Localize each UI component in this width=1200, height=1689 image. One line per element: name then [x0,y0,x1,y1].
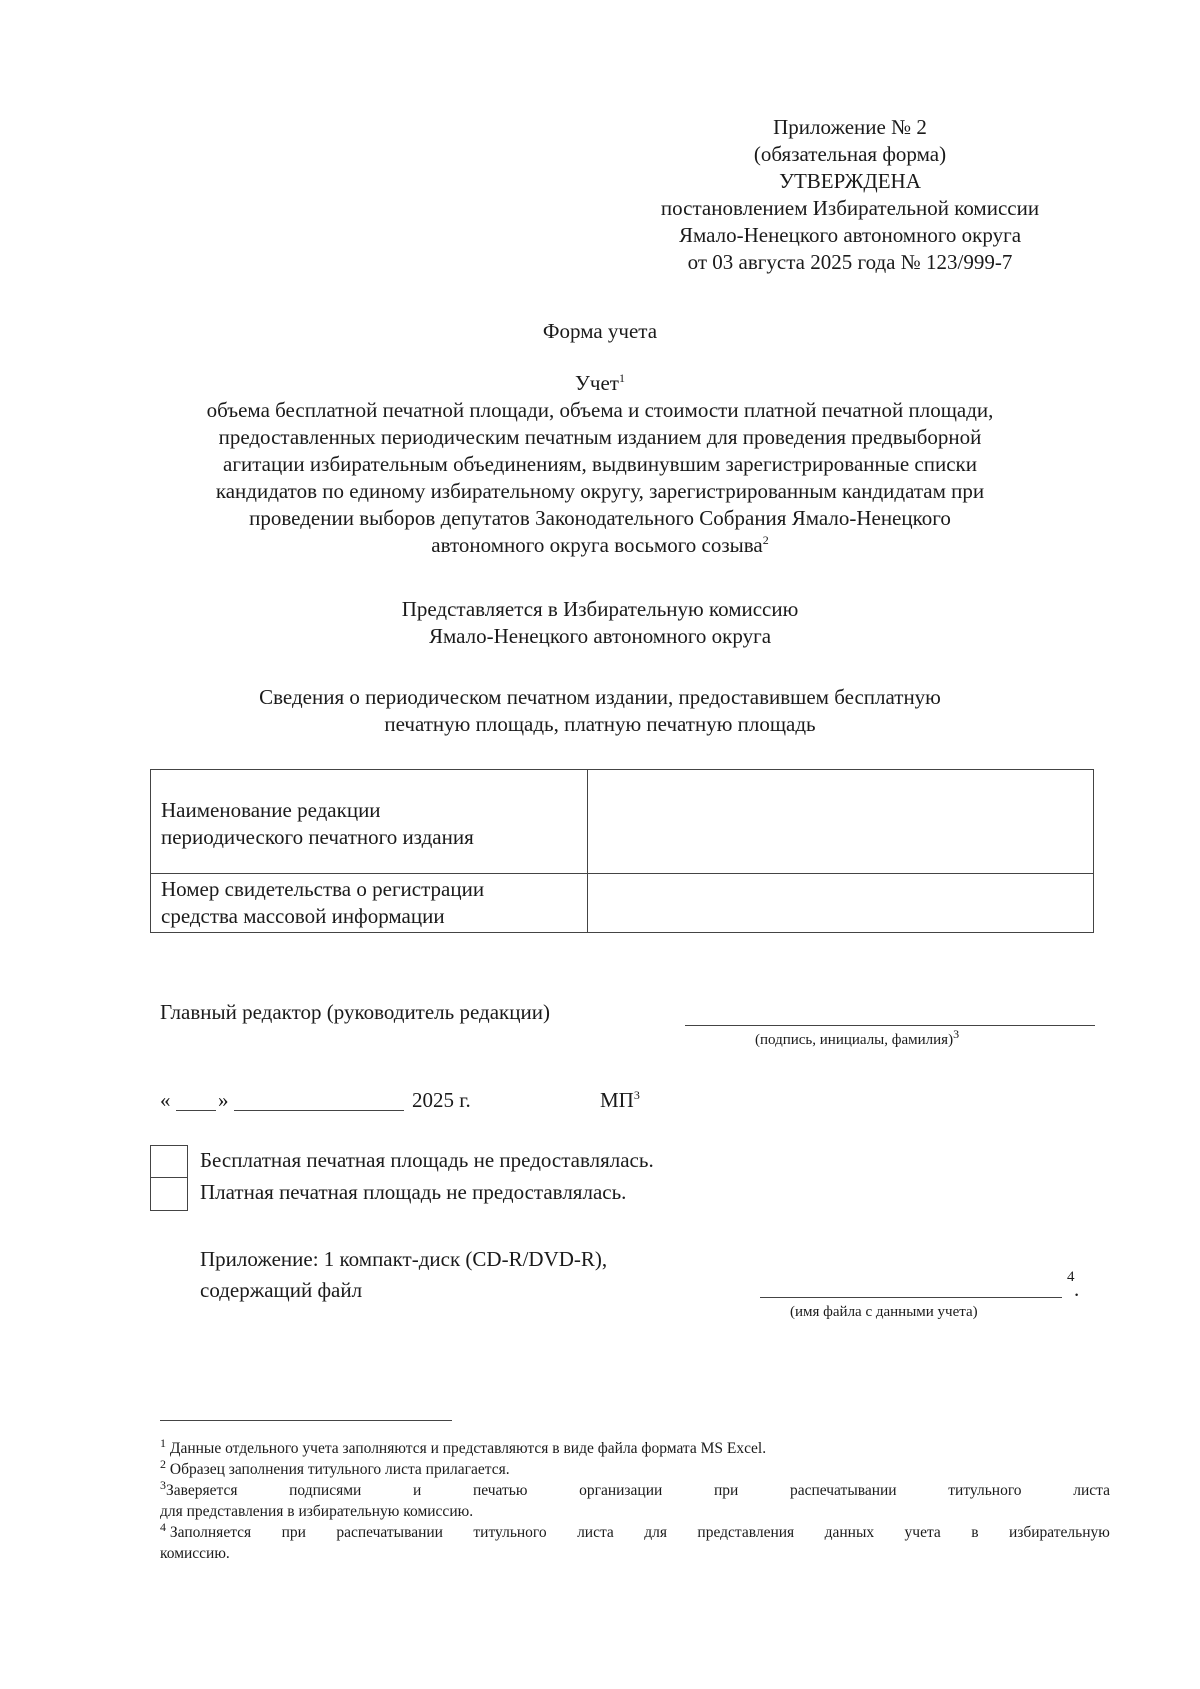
title-line-last [0,532,1200,559]
day-field[interactable] [176,1110,216,1111]
free-space-checkbox[interactable] [150,1145,188,1179]
footnote-ref: 3 [953,1027,960,1041]
document-title [0,370,1200,559]
info-heading [0,684,1200,738]
footnote-justified-line [160,1519,1110,1543]
label-line: Номер свидетельства о регистрации [161,877,485,901]
footnote-word: в [971,1524,979,1541]
footnote-word: организации [579,1482,663,1499]
info-table [150,769,1094,933]
approval-line: Ямало-Ненецкого автономного округа [678,223,1022,247]
date-open-quote: « [160,1088,171,1112]
footnote-word: при [281,1524,306,1541]
footnote-word: при [713,1482,739,1499]
footnote-word: титульного [473,1524,547,1541]
table-row [151,770,1093,874]
approval-line: УТВЕРЖДЕНА [779,169,921,193]
footnote-ref: 1 [618,371,625,385]
footnote-word: для [644,1524,667,1541]
footnote-num: 4 [160,1519,166,1534]
footnote-continuation: для представления в избирательную комиссию. [160,1503,474,1520]
footnote [160,1477,1110,1522]
approval-line: Приложение № 2 [773,115,927,139]
file-name-caption: (имя файла с данными учета) [790,1304,978,1320]
file-name-field[interactable] [760,1297,1062,1298]
label-line: Наименование редакции [161,798,381,822]
footnote-text: Образец заполнения титульного листа прилагается. [169,1461,510,1478]
date-year: 2025 г. [412,1088,471,1112]
checkbox-label: Бесплатная печатная площадь не предоставлялась. [200,1148,654,1172]
submitted-line: Представляется в Избирательную комиссию [401,597,799,621]
footnote-word: распечатывании [336,1524,443,1541]
footnote-num: 3 [160,1477,166,1492]
title-word-line [0,370,1200,397]
submitted-to [0,596,1200,650]
footnote-word: учета [904,1524,941,1541]
info-heading-line: печатную площадь, платную печатную площадь [384,712,816,736]
footnote-num: 2 [160,1456,166,1471]
attachment-period: . [1074,1277,1080,1301]
date-close-quote: » [218,1088,229,1112]
title-line: кандидатов по единому избирательному округу, зарегистрированным кандидатам при [215,479,985,503]
signature-label: Главный редактор (руководитель редакции) [160,1000,550,1024]
footnote-word: $^3$Заверяется [160,1477,238,1499]
submitted-line: Ямало-Ненецкого автономного округа [428,624,772,648]
signature-caption-text: (подпись, инициалы, фамилия) [755,1032,954,1048]
title-line: объема бесплатной печатной площади, объема и стоимости платной печатной площади, [206,398,994,422]
attachment-line: содержащий файл [200,1278,363,1302]
footnote-word: $^4$ Заполняется [160,1519,252,1541]
paid-space-checkbox[interactable] [150,1177,188,1211]
footnote-ref: 3 [633,1088,640,1102]
info-heading-line: Сведения о периодическом печатном издании, предоставившем бесплатную [259,685,941,709]
publication-name-field[interactable] [588,770,1093,873]
checkbox-label: Платная печатная площадь не предоставлялась. [200,1180,627,1204]
footnote-word: листа [1073,1482,1110,1499]
stamp-text: МП [600,1088,634,1112]
title-line: предоставленных периодическим печатным изданием для проведения предвыборной [218,425,982,449]
label-line: периодического печатного издания [161,825,474,849]
footnote-word: и [412,1482,422,1499]
footnote-word: представления [697,1524,795,1541]
footnote-word: листа [577,1524,614,1541]
approval-block [600,114,1100,276]
footnote-text: Данные отдельного учета заполняются и представляются в виде файла формата MS Excel. [169,1440,767,1457]
footnote-word: подписями [289,1482,362,1499]
footnote-word: титульного [948,1482,1022,1499]
stamp-label [600,1087,640,1114]
approval-line: (обязательная форма) [753,142,947,166]
footnote-continuation: комиссию. [160,1545,230,1562]
footnote-num: 1 [160,1435,166,1450]
label-line: средства массовой информации [161,904,445,928]
month-field[interactable] [234,1110,404,1111]
registration-number-field[interactable] [588,874,1093,932]
title-line: проведении выборов депутатов Законодательного Собрания Ямало-Ненецкого [249,506,951,530]
form-label: Форма учета [542,319,658,343]
attachment-line: Приложение: 1 компакт-диск (CD-R/DVD-R), [200,1247,608,1271]
footnote [160,1456,1110,1480]
table-cell-label [151,770,588,873]
footnote [160,1519,1110,1564]
table-cell-label [151,874,588,932]
footnotes [160,1435,1110,1564]
footnote [160,1435,1110,1459]
title-line: автономного округа восьмого созыва [431,533,763,557]
title-line: агитации избирательным объединениям, выдвинувшим зарегистрированные списки [223,452,977,476]
signature-line[interactable] [685,1025,1095,1026]
signature-caption [755,1027,960,1049]
footnote-word: распечатывании [789,1482,897,1499]
footnote-word: данных [824,1524,875,1541]
footnote-justified-line [160,1477,1110,1501]
footnote-word: избирательную [1008,1524,1110,1541]
footnote-ref: 2 [762,533,769,547]
footnote-separator [160,1420,452,1421]
footnote-word: печатью [472,1482,528,1499]
title-word: Учет [575,371,619,395]
approval-line: постановлением Избирательной комиссии [660,196,1040,220]
approval-line: от 03 августа 2025 года № 123/999-7 [687,250,1013,274]
table-row [151,874,1093,932]
footnote-ref: 4 [1067,1269,1075,1285]
